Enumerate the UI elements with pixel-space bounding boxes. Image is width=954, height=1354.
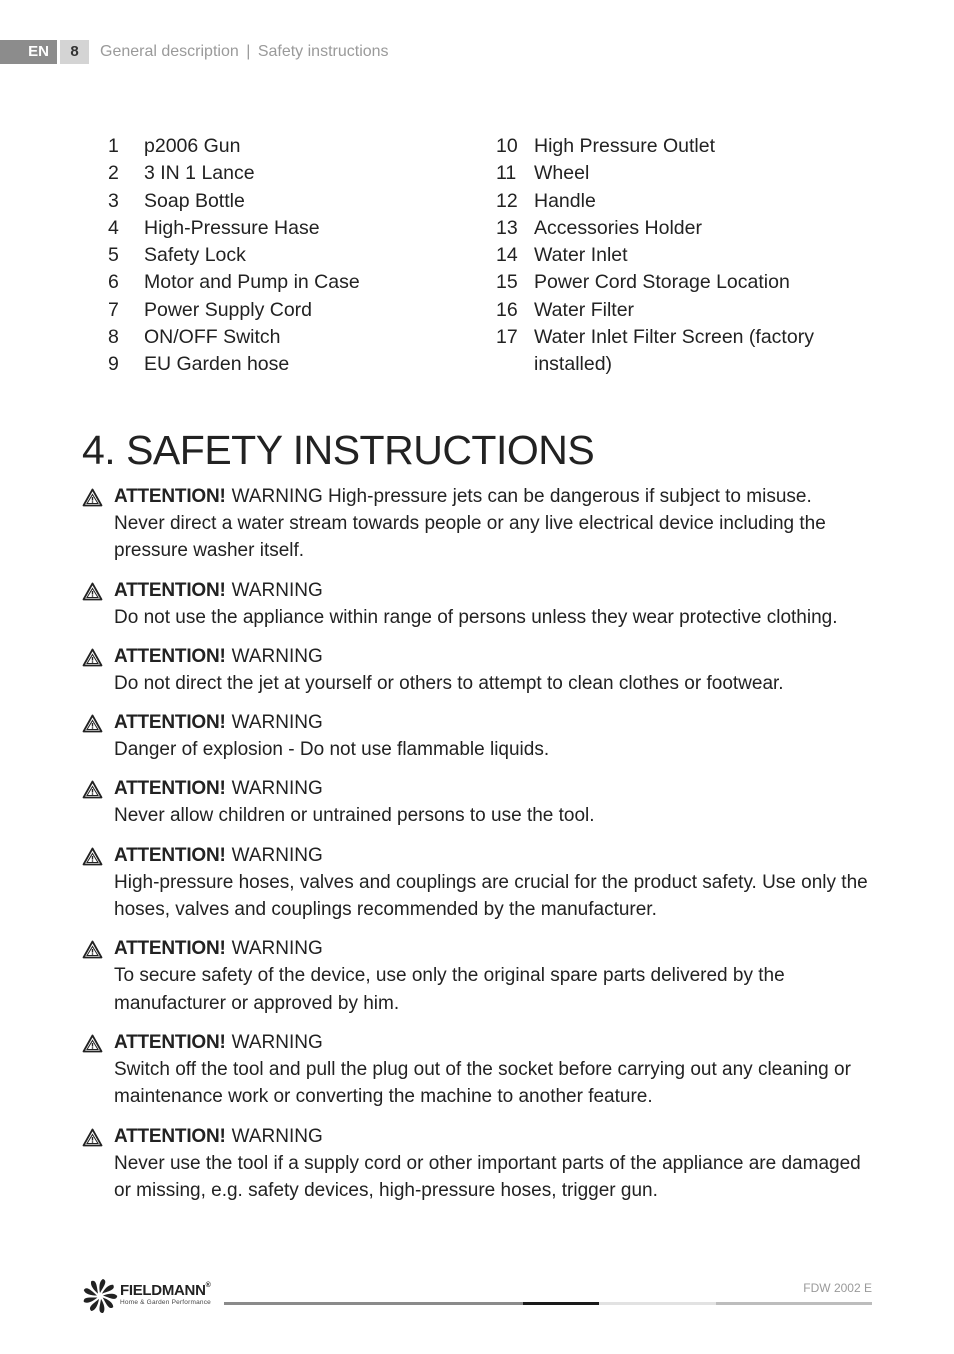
registered-mark: ® (205, 1282, 211, 1289)
warning-item (82, 643, 882, 697)
item-number: 7 (108, 298, 119, 321)
attention-label: ATTENTION! (114, 844, 226, 866)
item-label: Soap Bottle (144, 189, 245, 212)
item-number: 9 (108, 353, 119, 376)
breadcrumb-section-general: General description (100, 43, 239, 60)
warning-triangle-icon (82, 1123, 114, 1150)
item-number: 6 (108, 271, 119, 294)
model-number: FDW 2002 E (803, 1281, 872, 1295)
list-item (104, 242, 464, 269)
item-number: 13 (496, 216, 518, 239)
footer-rule-segment (523, 1302, 599, 1305)
warning-triangle-icon (82, 577, 114, 604)
warning-triangle-icon (82, 483, 114, 510)
item-label: EU Garden hose (144, 353, 290, 376)
list-item (494, 215, 874, 242)
item-label: Power Supply Cord (144, 298, 312, 321)
warning-label: WARNING (231, 778, 323, 800)
item-label: Power Cord Storage Location (534, 271, 790, 294)
list-item (104, 188, 464, 215)
warning-heading (82, 709, 882, 736)
brand-name: FIELDMANN® (120, 1282, 211, 1299)
warning-text: Never allow children or untrained persons to use the tool. (114, 805, 595, 827)
attention-label: ATTENTION! (114, 1125, 226, 1147)
warning-heading (82, 483, 882, 510)
item-label: p2006 Gun (144, 135, 241, 157)
attention-label: ATTENTION! (114, 579, 226, 601)
item-label: ON/OFF Switch (144, 326, 281, 349)
warning-item (82, 1123, 882, 1205)
attention-label: ATTENTION! (114, 938, 226, 960)
warning-label: WARNING (231, 938, 323, 960)
list-item (494, 269, 874, 296)
warning-item (82, 709, 882, 763)
warning-item (82, 775, 882, 829)
warning-heading (82, 577, 882, 604)
brand-logo (82, 1276, 222, 1314)
warning-text: To secure safety of the device, use only the original spare parts delivered by the manufacturer or approved by him. (114, 965, 785, 1014)
warning-triangle-icon (82, 842, 114, 869)
item-label: Water Inlet Filter Screen (factory installed) (534, 326, 814, 376)
item-number: 2 (108, 162, 119, 185)
warning-triangle-icon (82, 709, 114, 736)
warning-text: Never use the tool if a supply cord or other important parts of the appliance are damaged or missing, e.g. safety devices, high-pressure hoses, trigger gun. (114, 1152, 861, 1201)
list-item (494, 133, 874, 160)
list-item (104, 297, 464, 324)
item-number: 14 (496, 244, 518, 267)
item-number: 16 (496, 298, 518, 321)
item-label: Handle (534, 189, 596, 212)
language-tag: EN (0, 40, 57, 64)
breadcrumb (100, 40, 389, 64)
warning-triangle-icon (82, 775, 114, 802)
item-label: High-Pressure Hase (144, 216, 320, 239)
attention-label: ATTENTION! (114, 778, 226, 800)
warning-heading (82, 775, 882, 802)
warnings-list (82, 483, 882, 1216)
item-label: Wheel (534, 162, 590, 185)
warning-label: WARNING (231, 844, 323, 866)
list-item (104, 160, 464, 187)
breadcrumb-separator: | (246, 43, 251, 60)
footer-rule-segment (716, 1302, 872, 1305)
item-label: Motor and Pump in Case (144, 271, 360, 294)
warning-label: WARNING (231, 645, 323, 667)
fieldmann-swirl-logo-icon (82, 1278, 118, 1314)
breadcrumb-section-safety: Safety instructions (257, 43, 389, 60)
warning-label: WARNING (231, 579, 323, 601)
warning-text: Never direct a water stream towards people or any live electrical device including the pressure washer itself. (114, 513, 826, 562)
warning-triangle-icon (82, 935, 114, 962)
item-label: High Pressure Outlet (534, 135, 715, 157)
footer-rule-segment (224, 1302, 523, 1305)
item-label: Water Inlet (534, 244, 628, 267)
warning-item (82, 483, 882, 565)
warning-label: WARNING (231, 1125, 323, 1147)
footer-rule-segment (599, 1302, 716, 1305)
warning-triangle-icon (82, 643, 114, 670)
attention-label: ATTENTION! (114, 486, 226, 507)
attention-label: ATTENTION! (114, 712, 226, 734)
item-label: Accessories Holder (534, 216, 702, 239)
item-number: 10 (496, 135, 518, 157)
list-item (104, 351, 464, 378)
item-number: 3 (108, 189, 119, 212)
item-number: 11 (496, 162, 517, 185)
warning-label: WARNING (231, 712, 323, 734)
item-number: 12 (496, 189, 518, 212)
list-item (104, 324, 464, 351)
item-number: 17 (496, 326, 518, 349)
warning-item (82, 577, 882, 631)
list-item (104, 133, 464, 160)
brand-tagline: Home & Garden Performance (120, 1299, 211, 1306)
item-label: Safety Lock (144, 244, 246, 267)
list-item (494, 297, 874, 324)
warning-text: Switch off the tool and pull the plug out of the socket before carrying out any cleaning or maintenance work or converting the machine to another feature. (114, 1058, 851, 1108)
parts-list-right (494, 133, 874, 379)
item-number: 15 (496, 271, 518, 294)
parts-list-left (104, 133, 464, 379)
page-number: 8 (60, 40, 89, 64)
warning-text: Danger of explosion - Do not use flammable liquids. (114, 739, 550, 761)
warning-triangle-icon (82, 1029, 114, 1056)
warning-label: WARNING High-pressure jets can be dangerous if subject to misuse. (231, 486, 812, 507)
item-label: 3 IN 1 Lance (144, 162, 255, 185)
list-item (494, 242, 874, 269)
warning-item (82, 1029, 882, 1111)
item-label: Water Filter (534, 298, 635, 321)
attention-label: ATTENTION! (114, 645, 226, 667)
warning-heading (82, 1029, 882, 1056)
warning-text: Do not use the appliance within range of persons unless they wear protective clothing. (114, 606, 838, 628)
attention-label: ATTENTION! (114, 1031, 226, 1053)
page-footer (0, 1272, 954, 1322)
warning-heading (82, 643, 882, 670)
warning-item (82, 935, 882, 1017)
list-item (494, 324, 874, 379)
warning-item (82, 842, 882, 924)
list-item (494, 188, 874, 215)
warning-heading (82, 935, 882, 962)
item-number: 1 (108, 135, 119, 157)
list-item (494, 160, 874, 187)
item-number: 5 (108, 244, 119, 267)
list-item (104, 269, 464, 296)
page-header (0, 40, 954, 64)
item-number: 4 (108, 216, 119, 239)
warning-text: High-pressure hoses, valves and couplings are crucial for the product safety. Use only the hoses, valves and couplings recommended by the manufacturer. (114, 871, 868, 921)
warning-label: WARNING (231, 1031, 323, 1053)
warning-heading (82, 842, 882, 869)
section-heading: 4. SAFETY INSTRUCTIONS (82, 427, 595, 473)
item-number: 8 (108, 326, 119, 349)
list-item (104, 215, 464, 242)
warning-text: Do not direct the jet at yourself or others to attempt to clean clothes or footwear. (114, 672, 784, 694)
warning-heading (82, 1123, 882, 1150)
